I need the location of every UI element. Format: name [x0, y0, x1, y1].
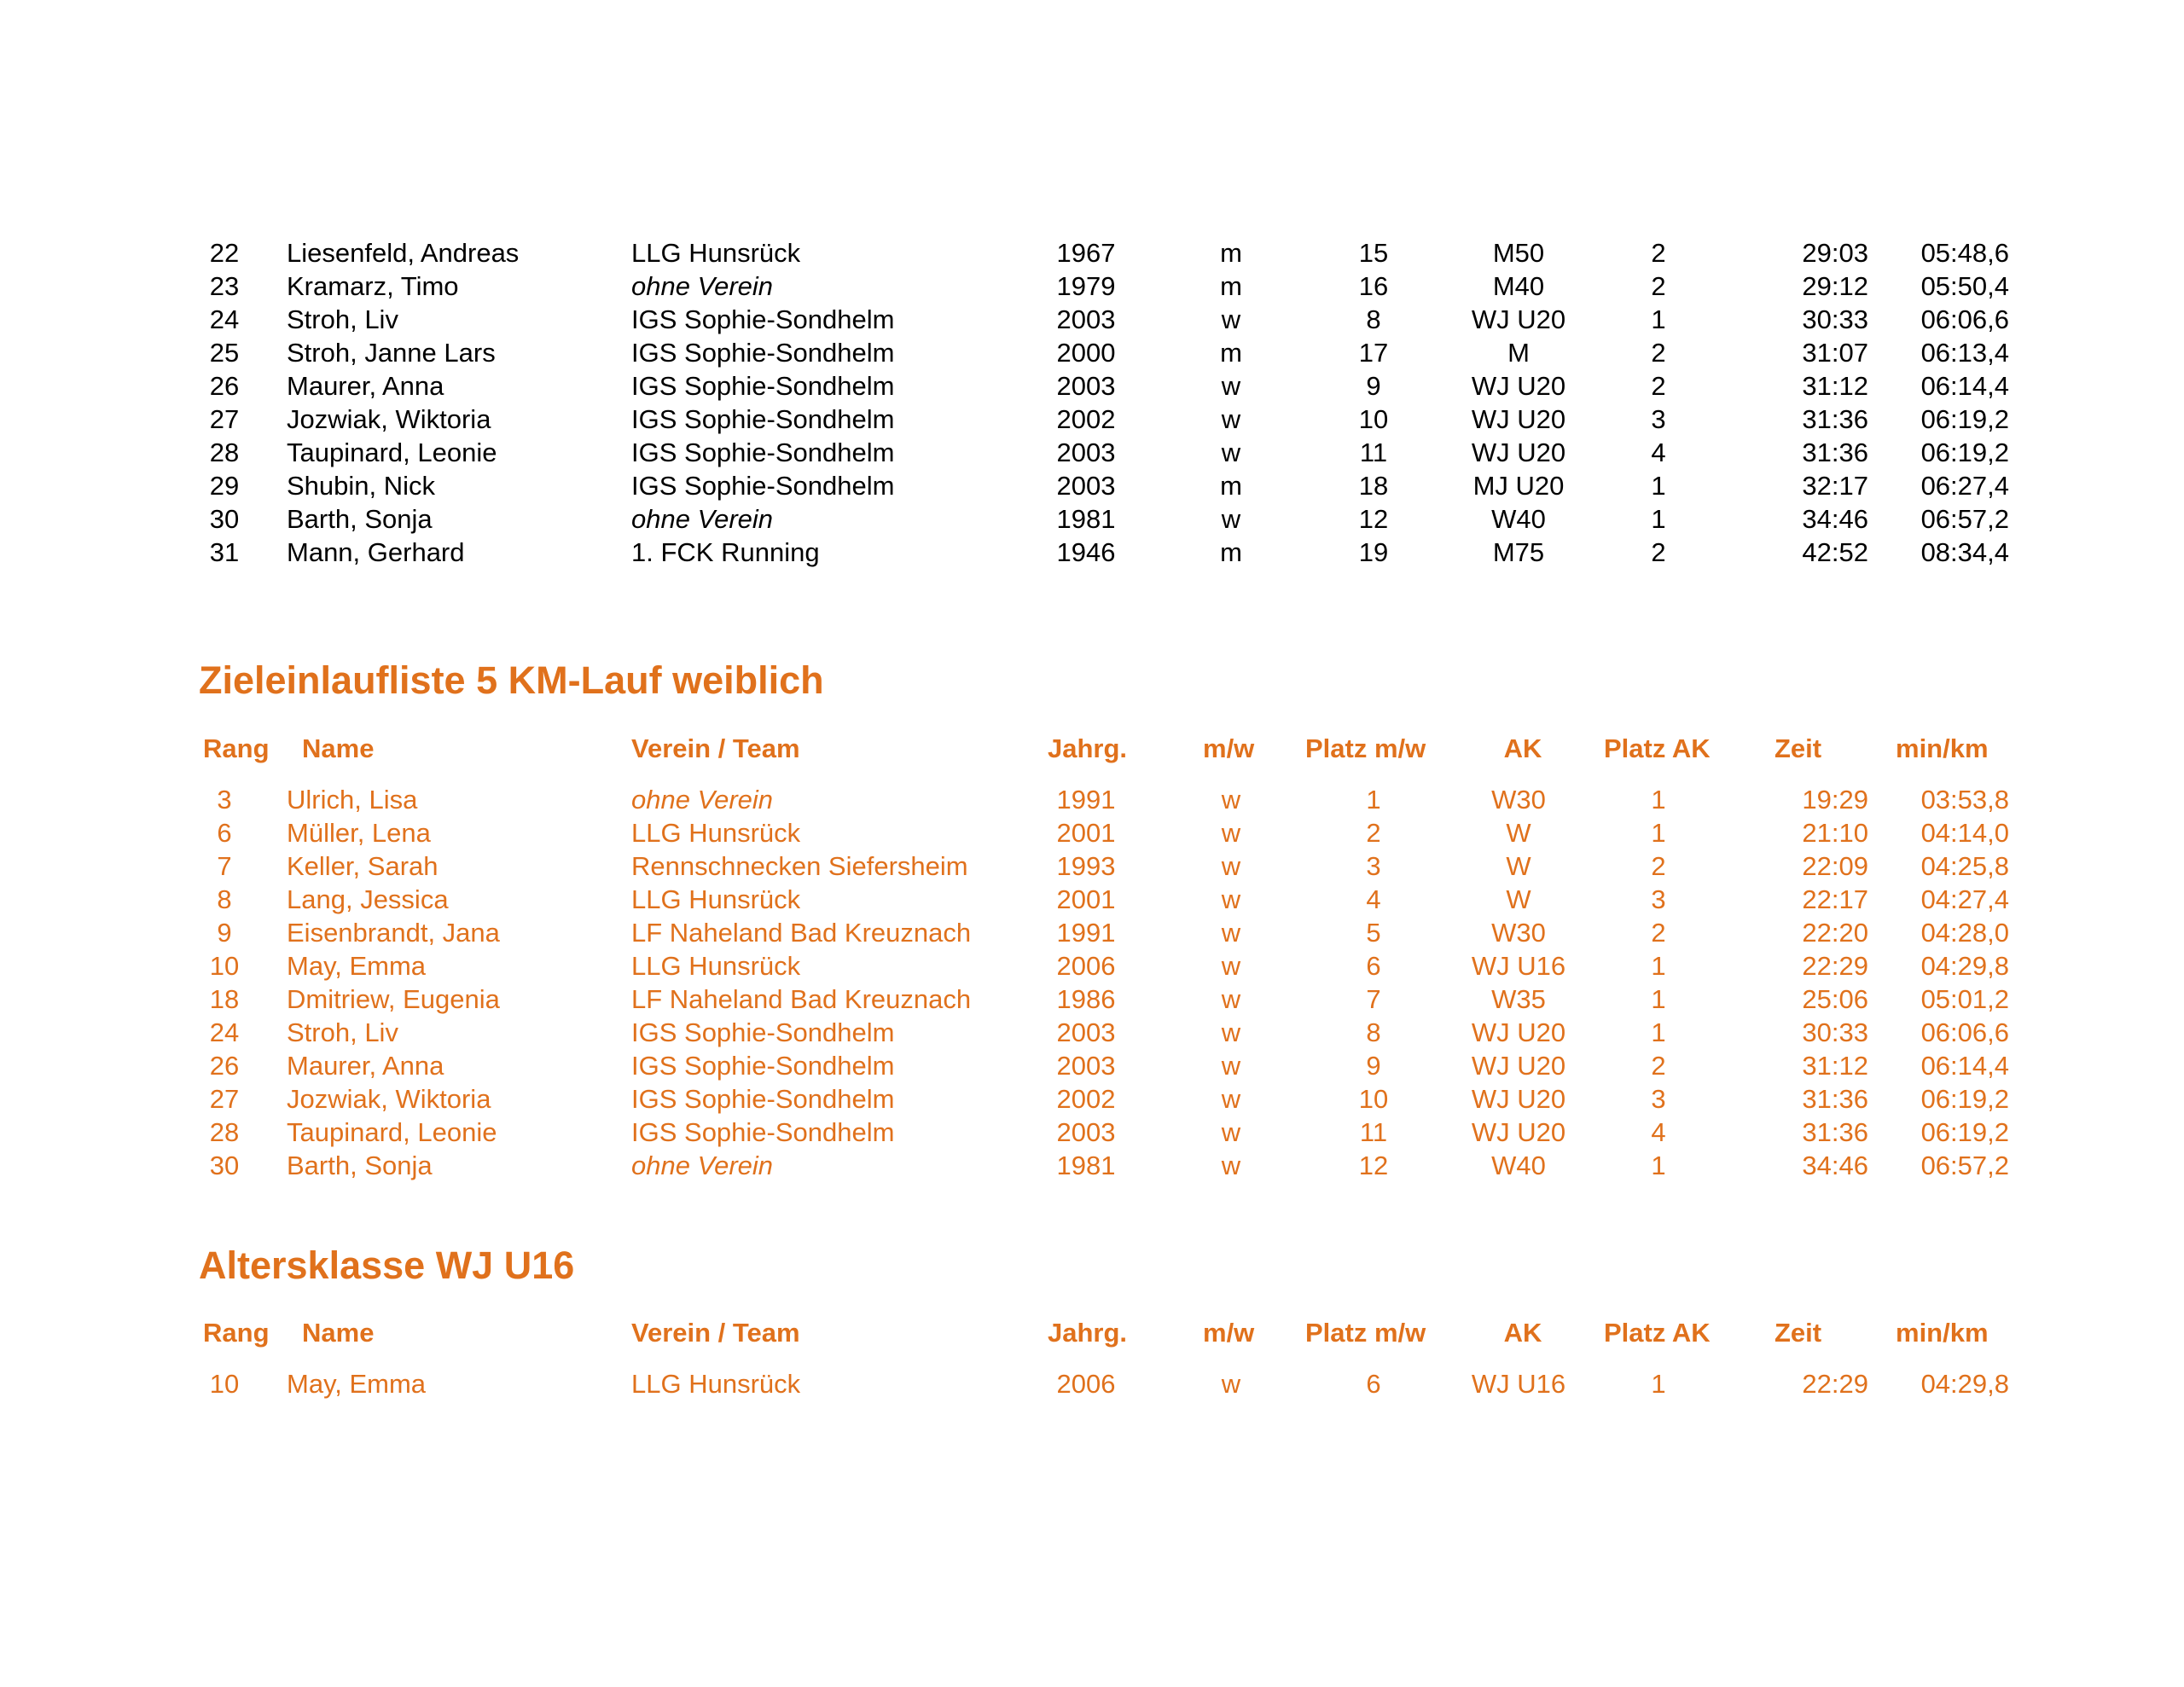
name-cell: Jozwiak, Wiktoria: [287, 1084, 491, 1114]
pace-cell: 04:29,8: [1920, 951, 2009, 981]
club-cell: IGS Sophie-Sondhelm: [631, 1117, 895, 1147]
time-cell: 34:46: [1802, 504, 1868, 534]
col-header-verein: Verein / Team: [631, 733, 800, 763]
rank-cell: 7: [217, 851, 232, 881]
birth-year-cell: 2001: [1056, 884, 1116, 914]
club-cell: LLG Hunsrück: [631, 884, 801, 914]
women-table-header: [0, 732, 2184, 765]
name-cell: Mann, Gerhard: [287, 537, 465, 567]
u16-results-table: [0, 1367, 2184, 1400]
club-cell: LLG Hunsrück: [631, 951, 801, 981]
name-cell: Dmitriew, Eugenia: [287, 984, 500, 1014]
birth-year-cell: 1991: [1056, 785, 1116, 815]
pace-cell: 06:57,2: [1920, 504, 2009, 534]
pace-cell: 06:27,4: [1920, 471, 2009, 501]
gender-place-cell: 16: [1358, 271, 1389, 301]
club-cell: ohne Verein: [631, 1151, 774, 1180]
age-class-cell: M40: [1492, 271, 1545, 301]
col-header-min-km: min/km: [1896, 1318, 1989, 1348]
age-class-cell: WJ U20: [1471, 1117, 1566, 1147]
age-class-place-cell: 1: [1651, 1369, 1666, 1399]
pace-cell: 04:29,8: [1920, 1369, 2009, 1399]
age-class-place-cell: 4: [1651, 438, 1666, 467]
name-cell: May, Emma: [287, 1369, 427, 1399]
club-cell: IGS Sophie-Sondhelm: [631, 1051, 895, 1081]
club-cell: LLG Hunsrück: [631, 1369, 801, 1399]
table-row: [0, 270, 2184, 303]
gender-cell: m: [1220, 238, 1242, 268]
women-results-table: [0, 783, 2184, 1182]
rank-cell: 27: [209, 404, 240, 434]
gender-place-cell: 8: [1366, 1017, 1381, 1047]
rank-cell: 28: [209, 438, 240, 467]
name-cell: Müller, Lena: [287, 818, 431, 848]
section-title-women: Zieleinlaufliste 5 KM-Lauf weiblich: [199, 658, 824, 702]
time-cell: 42:52: [1802, 537, 1868, 567]
age-class-place-cell: 1: [1651, 785, 1666, 815]
time-cell: 31:36: [1802, 1084, 1868, 1114]
pace-cell: 04:14,0: [1920, 818, 2009, 848]
u16-results-rows: [0, 1367, 2184, 1400]
gender-place-cell: 11: [1359, 1117, 1388, 1147]
birth-year-cell: 2006: [1056, 951, 1116, 981]
table-row: [0, 336, 2184, 369]
birth-year-cell: 2003: [1056, 304, 1116, 334]
table-row: [0, 1082, 2184, 1116]
name-cell: Kramarz, Timo: [287, 271, 459, 301]
col-header-rang: Rang: [203, 1318, 270, 1348]
club-cell: IGS Sophie-Sondhelm: [631, 338, 895, 368]
gender-cell: w: [1221, 438, 1241, 467]
table-row: [0, 1116, 2184, 1149]
women-results-rows: [0, 783, 2184, 1182]
age-class-cell: W: [1506, 818, 1531, 848]
birth-year-cell: 2006: [1056, 1369, 1116, 1399]
gender-cell: m: [1220, 537, 1242, 567]
gender-place-cell: 8: [1366, 304, 1381, 334]
age-class-cell: WJ U20: [1471, 404, 1566, 434]
age-class-place-cell: 2: [1651, 918, 1666, 948]
gender-cell: w: [1221, 851, 1241, 881]
age-class-place-cell: 3: [1651, 1084, 1666, 1114]
table-row: [0, 436, 2184, 469]
age-class-cell: WJ U16: [1471, 1369, 1566, 1399]
gender-place-cell: 9: [1366, 1051, 1381, 1081]
name-cell: Barth, Sonja: [287, 504, 433, 534]
club-cell: IGS Sophie-Sondhelm: [631, 1017, 895, 1047]
time-cell: 32:17: [1802, 471, 1868, 501]
pace-cell: 06:19,2: [1920, 404, 2009, 434]
gender-place-cell: 7: [1366, 984, 1381, 1014]
gender-cell: w: [1221, 918, 1241, 948]
pace-cell: 06:19,2: [1920, 1117, 2009, 1147]
age-class-cell: W: [1506, 851, 1531, 881]
club-cell: IGS Sophie-Sondhelm: [631, 471, 895, 501]
name-cell: Liesenfeld, Andreas: [287, 238, 520, 268]
gender-cell: w: [1221, 504, 1241, 534]
pace-cell: 03:53,8: [1920, 785, 2009, 815]
age-class-place-cell: 2: [1651, 851, 1666, 881]
age-class-place-cell: 1: [1651, 818, 1666, 848]
pace-cell: 04:25,8: [1920, 851, 2009, 881]
age-class-cell: M75: [1492, 537, 1545, 567]
gender-place-cell: 5: [1366, 918, 1381, 948]
birth-year-cell: 2003: [1056, 438, 1116, 467]
birth-year-cell: 2003: [1056, 371, 1116, 401]
time-cell: 31:07: [1802, 338, 1868, 368]
pace-cell: 06:19,2: [1920, 438, 2009, 467]
age-class-place-cell: 1: [1651, 304, 1666, 334]
gender-cell: w: [1221, 1117, 1241, 1147]
age-class-place-cell: 2: [1651, 238, 1666, 268]
name-cell: Taupinard, Leonie: [287, 438, 497, 467]
col-header-verein: Verein / Team: [631, 1318, 800, 1348]
table-row: [0, 916, 2184, 949]
age-class-cell: W30: [1491, 785, 1546, 815]
time-cell: 29:03: [1802, 238, 1868, 268]
gender-cell: w: [1221, 1084, 1241, 1114]
pace-cell: 06:19,2: [1920, 1084, 2009, 1114]
age-class-place-cell: 1: [1651, 951, 1666, 981]
gender-place-cell: 2: [1366, 818, 1381, 848]
rank-cell: 30: [209, 504, 240, 534]
age-class-cell: WJ U20: [1471, 1051, 1566, 1081]
age-class-place-cell: 3: [1651, 884, 1666, 914]
age-class-place-cell: 2: [1651, 371, 1666, 401]
col-header-zeit: Zeit: [1774, 733, 1822, 763]
gender-place-cell: 10: [1358, 404, 1389, 434]
gender-cell: w: [1221, 1017, 1241, 1047]
col-header-ak: AK: [1503, 733, 1542, 763]
u16-table-header: [0, 1316, 2184, 1349]
table-row: [0, 469, 2184, 502]
rank-cell: 29: [209, 471, 240, 501]
gender-place-cell: 4: [1366, 884, 1381, 914]
age-class-place-cell: 1: [1651, 1151, 1666, 1180]
birth-year-cell: 1981: [1056, 1151, 1116, 1180]
rank-cell: 10: [209, 951, 240, 981]
name-cell: Keller, Sarah: [287, 851, 439, 881]
birth-year-cell: 2003: [1056, 1117, 1116, 1147]
birth-year-cell: 1991: [1056, 918, 1116, 948]
club-cell: LF Naheland Bad Kreuznach: [631, 984, 972, 1014]
name-cell: Maurer, Anna: [287, 371, 444, 401]
pace-cell: 06:14,4: [1920, 371, 2009, 401]
col-header-name: Name: [302, 733, 375, 763]
club-cell: IGS Sophie-Sondhelm: [631, 1084, 895, 1114]
name-cell: Lang, Jessica: [287, 884, 449, 914]
time-cell: 22:29: [1802, 1369, 1868, 1399]
age-class-cell: M: [1507, 338, 1530, 368]
rank-cell: 24: [209, 304, 240, 334]
birth-year-cell: 1946: [1056, 537, 1116, 567]
name-cell: Eisenbrandt, Jana: [287, 918, 500, 948]
gender-cell: m: [1220, 338, 1242, 368]
col-header-platz-mw: Platz m/w: [1305, 733, 1426, 763]
rank-cell: 6: [217, 818, 232, 848]
top-results-table: [0, 236, 2184, 569]
col-header-min-km: min/km: [1896, 733, 1989, 763]
birth-year-cell: 2002: [1056, 404, 1116, 434]
rank-cell: 31: [209, 537, 240, 567]
age-class-place-cell: 1: [1651, 471, 1666, 501]
club-cell: IGS Sophie-Sondhelm: [631, 404, 895, 434]
gender-place-cell: 18: [1358, 471, 1389, 501]
gender-cell: m: [1220, 271, 1242, 301]
club-cell: LLG Hunsrück: [631, 238, 801, 268]
rank-cell: 30: [209, 1151, 240, 1180]
age-class-cell: WJ U20: [1471, 1017, 1566, 1047]
rank-cell: 3: [217, 785, 232, 815]
club-cell: IGS Sophie-Sondhelm: [631, 438, 895, 467]
club-cell: Rennschnecken Siefersheim: [631, 851, 968, 881]
gender-cell: w: [1221, 884, 1241, 914]
gender-cell: w: [1221, 371, 1241, 401]
rank-cell: 24: [209, 1017, 240, 1047]
pace-cell: 05:01,2: [1920, 984, 2009, 1014]
name-cell: Stroh, Liv: [287, 304, 398, 334]
gender-place-cell: 19: [1358, 537, 1389, 567]
age-class-place-cell: 4: [1651, 1117, 1666, 1147]
name-cell: Stroh, Janne Lars: [287, 338, 496, 368]
rank-cell: 10: [209, 1369, 240, 1399]
time-cell: 30:33: [1802, 1017, 1868, 1047]
gender-cell: m: [1220, 471, 1242, 501]
table-row: [0, 783, 2184, 816]
table-row: [0, 1367, 2184, 1400]
time-cell: 31:12: [1802, 371, 1868, 401]
age-class-place-cell: 2: [1651, 338, 1666, 368]
table-row: [0, 883, 2184, 916]
gender-cell: w: [1221, 1369, 1241, 1399]
age-class-cell: W35: [1491, 984, 1546, 1014]
birth-year-cell: 2003: [1056, 471, 1116, 501]
pace-cell: 06:13,4: [1920, 338, 2009, 368]
name-cell: Stroh, Liv: [287, 1017, 398, 1047]
birth-year-cell: 2003: [1056, 1051, 1116, 1081]
club-cell: LF Naheland Bad Kreuznach: [631, 918, 972, 948]
gender-place-cell: 6: [1366, 1369, 1381, 1399]
name-cell: Barth, Sonja: [287, 1151, 433, 1180]
time-cell: 19:29: [1802, 785, 1868, 815]
pace-cell: 06:06,6: [1920, 304, 2009, 334]
gender-place-cell: 15: [1358, 238, 1389, 268]
pace-cell: 06:06,6: [1920, 1017, 2009, 1047]
table-row: [0, 1016, 2184, 1049]
table-row: [0, 816, 2184, 849]
club-cell: ohne Verein: [631, 271, 774, 301]
age-class-place-cell: 1: [1651, 1017, 1666, 1047]
gender-cell: w: [1221, 404, 1241, 434]
time-cell: 22:09: [1802, 851, 1868, 881]
age-class-cell: WJ U20: [1471, 1084, 1566, 1114]
rank-cell: 18: [209, 984, 240, 1014]
table-row: [0, 1049, 2184, 1082]
table-row: [0, 849, 2184, 883]
pace-cell: 05:50,4: [1920, 271, 2009, 301]
col-header-jahrg: Jahrg.: [1048, 733, 1128, 763]
time-cell: 22:20: [1802, 918, 1868, 948]
rank-cell: 26: [209, 371, 240, 401]
rank-cell: 28: [209, 1117, 240, 1147]
birth-year-cell: 2000: [1056, 338, 1116, 368]
name-cell: Taupinard, Leonie: [287, 1117, 497, 1147]
gender-place-cell: 6: [1366, 951, 1381, 981]
gender-cell: w: [1221, 951, 1241, 981]
pace-cell: 06:14,4: [1920, 1051, 2009, 1081]
birth-year-cell: 1986: [1056, 984, 1116, 1014]
name-cell: Maurer, Anna: [287, 1051, 444, 1081]
age-class-cell: M50: [1492, 238, 1545, 268]
gender-place-cell: 1: [1366, 785, 1381, 815]
table-row: [0, 983, 2184, 1016]
age-class-cell: WJ U20: [1471, 304, 1566, 334]
age-class-place-cell: 2: [1651, 537, 1666, 567]
birth-year-cell: 2003: [1056, 1017, 1116, 1047]
time-cell: 31:36: [1802, 438, 1868, 467]
name-cell: May, Emma: [287, 951, 427, 981]
pace-cell: 04:27,4: [1920, 884, 2009, 914]
table-row: [0, 303, 2184, 336]
time-cell: 31:36: [1802, 404, 1868, 434]
birth-year-cell: 1993: [1056, 851, 1116, 881]
col-header-platz-mw: Platz m/w: [1305, 1318, 1426, 1348]
rank-cell: 23: [209, 271, 240, 301]
name-cell: Jozwiak, Wiktoria: [287, 404, 491, 434]
gender-cell: w: [1221, 984, 1241, 1014]
table-row: [0, 369, 2184, 403]
rank-cell: 26: [209, 1051, 240, 1081]
rank-cell: 27: [209, 1084, 240, 1114]
time-cell: 22:17: [1802, 884, 1868, 914]
rank-cell: 22: [209, 238, 240, 268]
age-class-cell: WJ U20: [1471, 438, 1566, 467]
time-cell: 34:46: [1802, 1151, 1868, 1180]
col-header-rang: Rang: [203, 733, 270, 763]
table-row: [0, 949, 2184, 983]
table-row: [0, 1149, 2184, 1182]
pace-cell: 05:48,6: [1920, 238, 2009, 268]
birth-year-cell: 2001: [1056, 818, 1116, 848]
name-cell: Shubin, Nick: [287, 471, 436, 501]
pace-cell: 08:34,4: [1920, 537, 2009, 567]
club-cell: LLG Hunsrück: [631, 818, 801, 848]
time-cell: 22:29: [1802, 951, 1868, 981]
age-class-place-cell: 1: [1651, 984, 1666, 1014]
table-row: [0, 236, 2184, 270]
age-class-place-cell: 2: [1651, 271, 1666, 301]
gender-place-cell: 9: [1366, 371, 1381, 401]
club-cell: ohne Verein: [631, 504, 774, 534]
col-header-zeit: Zeit: [1774, 1318, 1822, 1348]
age-class-place-cell: 2: [1651, 1051, 1666, 1081]
gender-cell: w: [1221, 304, 1241, 334]
club-cell: ohne Verein: [631, 785, 774, 815]
section-title-u16: Altersklasse WJ U16: [199, 1244, 575, 1287]
col-header-mw: m/w: [1203, 733, 1255, 763]
time-cell: 21:10: [1802, 818, 1868, 848]
time-cell: 31:12: [1802, 1051, 1868, 1081]
age-class-cell: WJ U20: [1471, 371, 1566, 401]
club-cell: IGS Sophie-Sondhelm: [631, 371, 895, 401]
age-class-cell: W40: [1491, 1151, 1546, 1180]
col-header-platz-ak: Platz AK: [1604, 1318, 1711, 1348]
col-header-mw: m/w: [1203, 1318, 1255, 1348]
table-row: [0, 502, 2184, 536]
gender-place-cell: 17: [1358, 338, 1389, 368]
age-class-cell: W40: [1491, 504, 1546, 534]
table-row: [0, 536, 2184, 569]
col-header-jahrg: Jahrg.: [1048, 1318, 1128, 1348]
age-class-place-cell: 1: [1651, 504, 1666, 534]
pace-cell: 06:57,2: [1920, 1151, 2009, 1180]
club-cell: 1. FCK Running: [631, 537, 820, 567]
birth-year-cell: 2002: [1056, 1084, 1116, 1114]
time-cell: 31:36: [1802, 1117, 1868, 1147]
age-class-cell: W30: [1491, 918, 1546, 948]
name-cell: Ulrich, Lisa: [287, 785, 418, 815]
gender-place-cell: 10: [1358, 1084, 1389, 1114]
gender-place-cell: 12: [1358, 504, 1389, 534]
col-header-ak: AK: [1503, 1318, 1542, 1348]
age-class-cell: MJ U20: [1472, 471, 1565, 501]
col-header-platz-ak: Platz AK: [1604, 733, 1711, 763]
pace-cell: 04:28,0: [1920, 918, 2009, 948]
gender-cell: w: [1221, 785, 1241, 815]
rank-cell: 25: [209, 338, 240, 368]
time-cell: 30:33: [1802, 304, 1868, 334]
age-class-place-cell: 3: [1651, 404, 1666, 434]
gender-place-cell: 12: [1358, 1151, 1389, 1180]
birth-year-cell: 1981: [1056, 504, 1116, 534]
top-results-rows: [0, 236, 2184, 569]
gender-place-cell: 11: [1359, 438, 1388, 467]
rank-cell: 9: [217, 918, 232, 948]
col-header-name: Name: [302, 1318, 375, 1348]
age-class-cell: W: [1506, 884, 1531, 914]
gender-cell: w: [1221, 1151, 1241, 1180]
gender-place-cell: 3: [1366, 851, 1381, 881]
gender-cell: w: [1221, 818, 1241, 848]
time-cell: 25:06: [1802, 984, 1868, 1014]
age-class-cell: WJ U16: [1471, 951, 1566, 981]
club-cell: IGS Sophie-Sondhelm: [631, 304, 895, 334]
gender-cell: w: [1221, 1051, 1241, 1081]
table-row: [0, 403, 2184, 436]
rank-cell: 8: [217, 884, 232, 914]
birth-year-cell: 1967: [1056, 238, 1116, 268]
time-cell: 29:12: [1802, 271, 1868, 301]
birth-year-cell: 1979: [1056, 271, 1116, 301]
